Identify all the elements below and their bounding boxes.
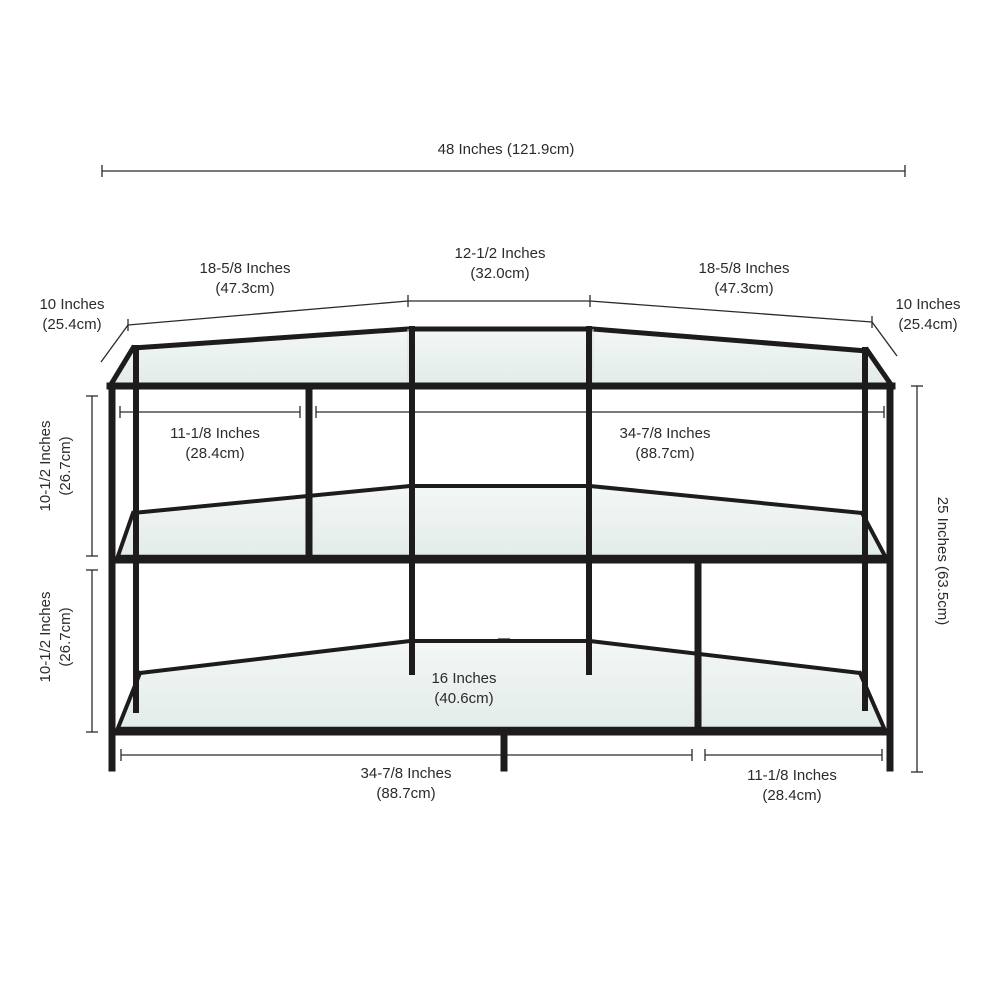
overall-width-label (406, 140, 606, 160)
total-height-label: 25 Inches (63.5cm) (934, 496, 951, 626)
back-center-edge-label: 12-1/2 Inches (32.0cm) (454, 245, 546, 282)
overall-width-metric: (121.9cm) (506, 141, 575, 158)
bottom-opening-small-label: 11-1/8 Inches (28.4cm) (747, 767, 837, 804)
center-depth-label: 16 Inches (40.6cm) (431, 670, 497, 707)
back-right-edge-label: 18-5/8 Inches (47.3cm) (698, 260, 790, 297)
middle-glass-shelf (118, 486, 885, 556)
side-depth-left-label: 10 Inches (25.4cm) (39, 296, 105, 333)
lower-shelf-height-label: 10-1/2 Inches (26.7cm) (37, 591, 74, 683)
side-depth-right-label: 10 Inches (25.4cm) (895, 296, 961, 333)
top-glass-shelf (110, 329, 892, 384)
upper-shelf-height-label: 10-1/2 Inches (26.7cm) (37, 420, 74, 512)
top-opening-large-label: 34-7/8 Inches (88.7cm) (619, 425, 711, 462)
back-left-edge-line (128, 301, 408, 325)
overall-width-text: 48 Inches (437, 141, 507, 158)
bottom-opening-large-label: 34-7/8 Inches (88.7cm) (360, 765, 452, 802)
back-left-edge-label: 18-5/8 Inches (47.3cm) (199, 260, 291, 297)
back-right-edge-line (590, 301, 872, 322)
top-opening-small-label: 11-1/8 Inches (28.4cm) (170, 425, 260, 462)
